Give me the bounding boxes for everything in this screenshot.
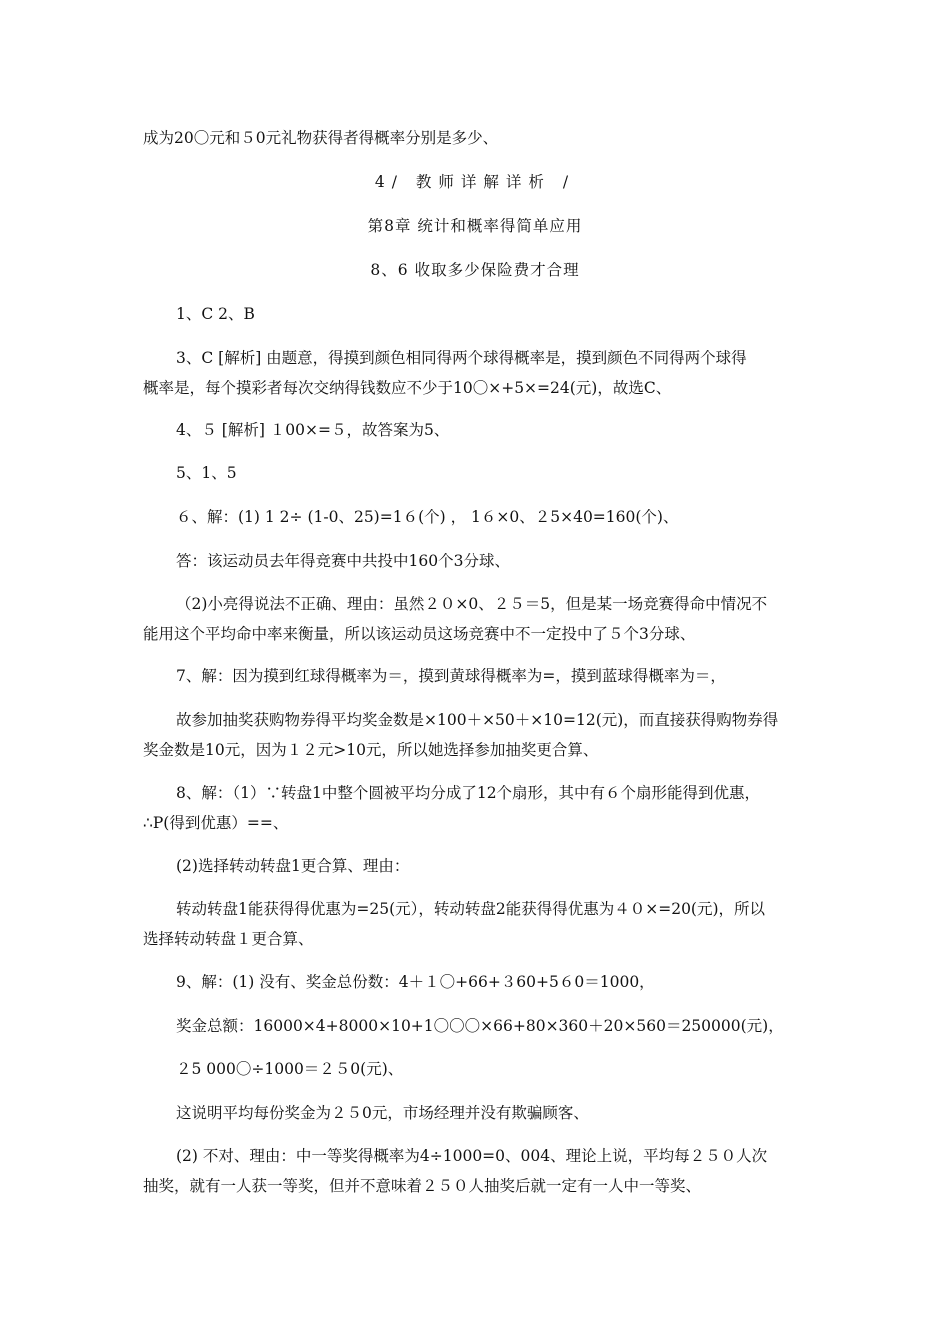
answer-line: 1、C 2、B bbox=[176, 305, 255, 323]
answer-line: (2)选择转动转盘1更合算、理由： bbox=[176, 857, 410, 875]
answer-line: (2) 不对、理由：中一等奖得概率为4÷1000=0、004、理论上说，平均每２５０人次 bbox=[176, 1147, 768, 1165]
header-label: 教师详解详析 bbox=[415, 173, 551, 191]
answer-line: 选择转动转盘１更合算、 bbox=[143, 930, 314, 948]
answer-line: 7、解：因为摸到红球得概率为＝，摸到黄球得概率为=，摸到蓝球得概率为＝， bbox=[176, 667, 726, 685]
answer-line: 奖金总额：16000×4+8000×10+1〇〇〇×66+80×360＋20×560＝250000(元)， bbox=[176, 1017, 784, 1035]
answer-line: 故参加抽奖获购物券得平均奖金数是×100＋×50＋×10=12(元)，而直接获得购物券得 bbox=[176, 711, 779, 729]
answer-line: 概率是，每个摸彩者每次交纳得钱数应不少于10〇×+5×=24(元)，故选C、 bbox=[143, 379, 672, 397]
answer-line: 这说明平均每份奖金为２５0元，市场经理并没有欺骗顾客、 bbox=[176, 1104, 589, 1122]
chapter-title: 第8章 统计和概率得简单应用 bbox=[367, 217, 583, 235]
answer-line: 8、解：（1）∵转盘1中整个圆被平均分成了12个扇形，其中有６个扇形能得到优惠， bbox=[176, 784, 761, 802]
answer-line: 4、５ [解析] １00×=５，故答案为5、 bbox=[176, 421, 450, 439]
answer-line: 5、1、5 bbox=[176, 464, 237, 482]
answer-line: 抽奖，就有一人获一等奖，但并不意味着２５０人抽奖后就一定有一人中一等奖、 bbox=[143, 1177, 702, 1195]
question-continuation: 成为20〇元和５0元礼物获得者得概率分别是多少、 bbox=[143, 129, 499, 147]
answer-line: ６、解：(1) 1 2÷ (1-0、25)=1６(个) ， 1６×0、２5×40=160(个)、 bbox=[176, 508, 679, 526]
answer-line: ∴P(得到优惠）==、 bbox=[143, 814, 289, 832]
answer-line: 答：该运动员去年得竞赛中共投中160个3分球、 bbox=[176, 552, 510, 570]
answer-header bbox=[0, 172, 950, 192]
answer-line: ２5 000〇÷1000＝２５0(元)、 bbox=[176, 1060, 404, 1078]
section-title: 8、6 收取多少保险费才合理 bbox=[370, 261, 580, 279]
header-mark-left: 4/ bbox=[374, 173, 404, 191]
answer-line: 3、C [解析] 由题意，得摸到颜色相同得两个球得概率是，摸到颜色不同得两个球得 bbox=[176, 349, 747, 367]
answer-line: （2)小亮得说法不正确、理由：虽然２０×0、２５＝5，但是某一场竞赛得命中情况不 bbox=[176, 595, 768, 613]
answer-line: 9、解：(1) 没有、奖金总份数：4＋１〇+66+３60+5６0＝1000， bbox=[176, 973, 655, 991]
answer-line: 转动转盘1能获得得优惠为=25(元），转动转盘2能获得得优惠为４０×=20(元)，所以 bbox=[176, 900, 766, 918]
answer-line: 能用这个平均命中率来衡量，所以该运动员这场竞赛中不一定投中了５个3分球、 bbox=[143, 625, 696, 643]
header-mark-right: / bbox=[562, 173, 576, 191]
answer-line: 奖金数是10元，因为１２元>10元，所以她选择参加抽奖更合算、 bbox=[143, 741, 599, 759]
